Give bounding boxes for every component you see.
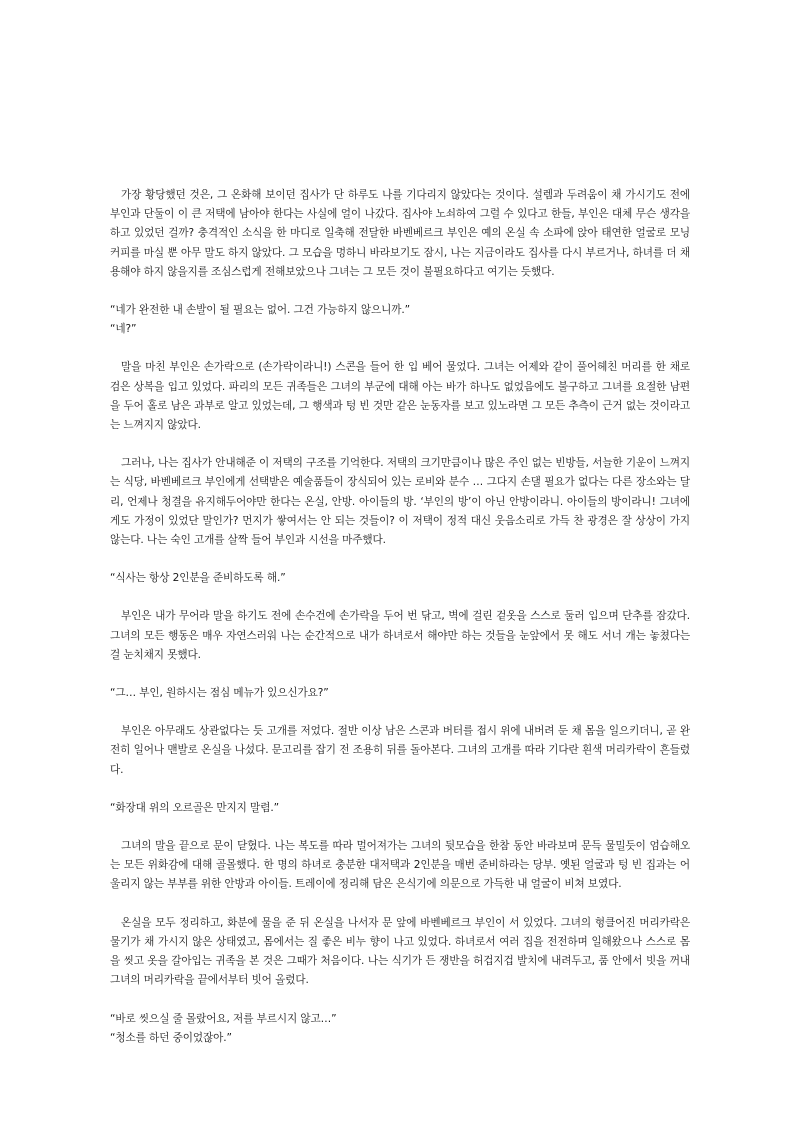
paragraph: 부인은 내가 무어라 말을 하기도 전에 손수건에 손가락을 두어 번 닦고, 벽에 걸린 겉옷을 스스로 둘러 입으며 단추를 잠갔다. 그녀의 모든 행동은 매우 자연스러워 나는 순간적으로 내가 하녀로서 해야만 하는 것들을 눈앞에서 못 해도 서너 개는 놓쳤다는 걸 눈치채지 못했다. bbox=[110, 610, 690, 661]
dialogue-line: “네가 완전한 내 손발이 될 필요는 없어. 그건 가능하지 않으니까.” bbox=[110, 304, 411, 317]
paragraph: 가장 황당했던 것은, 그 온화해 보이던 집사가 단 하루도 나를 기다리지 않았다는 것이다. 설렘과 두려움이 채 가시기도 전에 부인과 단둘이 이 큰 저택에 남아야 한다는 사실에 얼이 나갔다. 집사야 노쇠하여 그럴 수 있다고 한들, 부인은 대체 무슨 생각을 하고 있었던 걸까? 충격적인 소식을 한 마디로 일축해 전달한 바벤베르크 부인은 예의 온실 속 소파에 앉아 태연한 얼굴로 모닝커피를 마실 뿐 아무 말도 하지 않았다. 그 모습을 멍하니 바라보기도 잠시, 나는 지금이라도 집사를 다시 부르거나, 하녀를 더 채용해야 하지 않을지를 조심스럽게 전해보았으나 그녀는 그 모든 것이 불필요하다고 여기는 듯했다. bbox=[110, 189, 690, 278]
dialogue-line: “청소를 하던 중이었잖아.” bbox=[110, 1031, 232, 1044]
dialogue-line: “네?” bbox=[110, 323, 137, 336]
dialogue-line: “그… 부인, 원하시는 점심 메뉴가 있으신가요?” bbox=[110, 687, 329, 700]
paragraph: 그러나, 나는 집사가 안내해준 이 저택의 구조를 기억한다. 저택의 크기만큼이나 많은 주인 없는 빈방들, 서늘한 기운이 느껴지는 식당, 바벤베르크 부인에게 선택받은 예술품들이 장식되어 있는 로비와 분수 … 그다지 손댈 필요가 없다는 다른 장소와는 달리, 언제나 청결을 유지해두어야만 한다는 온실, 안방. 아이들의 방. ‘부인의 방’이 아닌 안방이라니. 아이들의 방이라니! 그녀에게도 가정이 있었단 말인가? 먼지가 쌓여서는 안 되는 것들이? 이 저택이 정적 대신 웃음소리로 가득 찬 광경은 잘 상상이 가지 않는다. 나는 숙인 고개를 살짝 들어 부인과 시선을 마주했다. bbox=[110, 457, 690, 547]
dialogue-line: “식사는 항상 2인분을 준비하도록 해.” bbox=[110, 572, 286, 585]
dialogue-line: “화장대 위의 오르골은 만지지 말렴.” bbox=[110, 801, 279, 814]
paragraph: 부인은 아무래도 상관없다는 듯 고개를 저었다. 절반 이상 남은 스콘과 버터를 접시 위에 내버려 둔 채 몸을 일으키더니, 곧 완전히 일어나 맨발로 온실을 나섰다. 문고리를 잡기 전 조용히 뒤를 돌아본다. 그녀의 고개를 따라 기다란 흰색 머리카락이 흔들렸다. bbox=[110, 725, 690, 776]
paragraph: 말을 마친 부인은 손가락으로 (손가락이라니!) 스콘을 들어 한 입 베어 물었다. 그녀는 어제와 같이 풀어헤친 머리를 한 채로 검은 상복을 입고 있었다. 파리의 모든 귀족들은 그녀의 부군에 대해 아는 바가 하나도 없었음에도 불구하고 그녀를 요절한 남편을 두어 홀로 남은 과부로 알고 있었는데, 그 행색과 텅 빈 것만 같은 눈동자를 보고 있노라면 그 모든 추측이 근거 없는 것이라고는 느껴지지 않았다. bbox=[110, 361, 690, 432]
dialogue-line: “바로 씻으실 줄 몰랐어요, 저를 부르시지 않고…” bbox=[110, 1012, 337, 1025]
paragraph: 온실을 모두 정리하고, 화분에 물을 준 뒤 온실을 나서자 문 앞에 바벤베르크 부인이 서 있었다. 그녀의 헝클어진 머리카락은 물기가 채 가시지 않은 상태였고, 몸에서는 질 좋은 비누 향이 나고 있었다. 하녀로서 여러 집을 전전하며 일해왔으나 스스로 몸을 씻고 옷을 갈아입는 귀족을 본 것은 그때가 처음이다. 나는 식기가 든 쟁반을 허겁지겁 발치에 내려두고, 품 안에서 빗을 꺼내 그녀의 머리카락을 끝에서부터 빗어 올렸다. bbox=[110, 916, 690, 987]
body-text bbox=[110, 186, 690, 1048]
paragraph: 그녀의 말을 끝으로 문이 닫혔다. 나는 복도를 따라 멀어져가는 그녀의 뒷모습을 한참 동안 바라보며 문득 물밀듯이 엄습해오는 모든 위화감에 대해 골몰했다. 한 명의 하녀로 충분한 대저택과 2인분을 매번 준비하라는 당부. 옛된 얼굴과 텅 빈 집과는 어울리지 않는 부부를 위한 안방과 아이들. 트레이에 정리해 담은 은식기에 의문으로 가득한 내 얼굴이 비쳐 보였다. bbox=[110, 840, 690, 891]
